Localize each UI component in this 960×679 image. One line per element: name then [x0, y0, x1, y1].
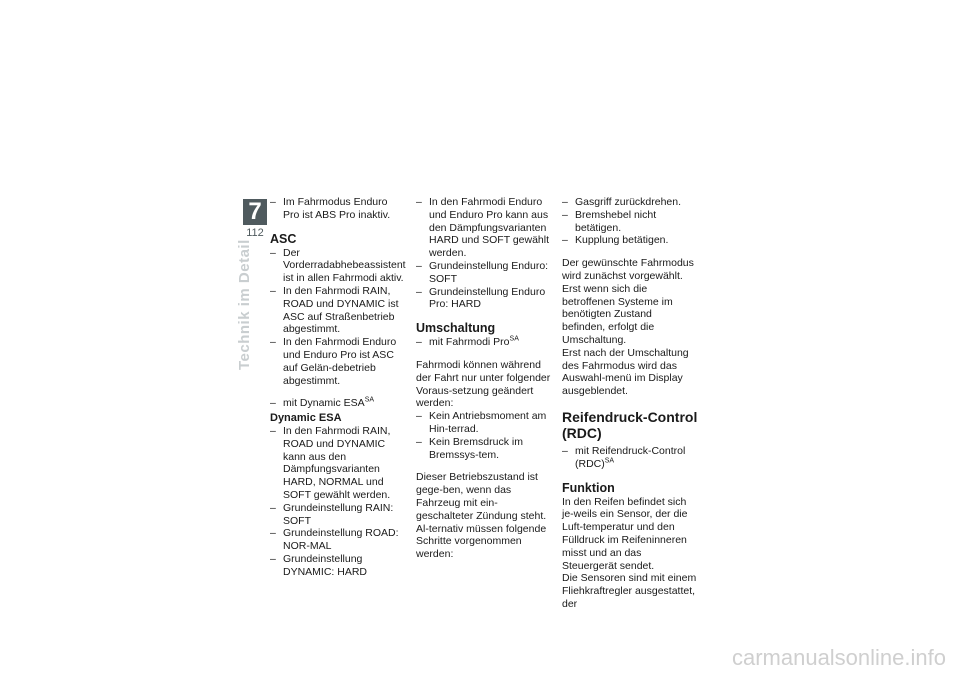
side-section-title: Technik im Detail — [236, 239, 253, 370]
list-item: – In den Fahrmodi Enduro und Enduro Pro ist ASC auf Gelän-debetrieb abgestimmt. — [270, 336, 406, 387]
column-1 — [270, 196, 406, 579]
option-label: mit Dynamic ESA — [283, 397, 365, 410]
list-item: – Grundeinstellung RAIN: SOFT — [270, 502, 406, 528]
sa-marker: SA — [604, 457, 615, 465]
chapter-number: 7 — [243, 199, 267, 225]
list-item: – Grundeinstellung DYNAMIC: HARD — [270, 553, 406, 579]
heading-umschaltung: Umschaltung — [416, 321, 496, 336]
paragraph: Erst nach der Umschaltung des Fahrmodus wird das Auswahl-menü im Display ausgeblendet. — [562, 346, 689, 398]
list-item: – Im Fahrmodus Enduro Pro ist ABS Pro inaktiv. — [270, 196, 406, 222]
list-item — [562, 445, 698, 471]
list-item: – Kein Bremsdruck im Bremssys-tem. — [416, 436, 552, 462]
list-item: – In den Fahrmodi RAIN, ROAD und DYNAMIC ist ASC auf Straßenbetrieb abgestimmt. — [270, 285, 406, 336]
list-item: – Gasgriff zurückdrehen. — [562, 196, 698, 209]
list-item: – Grundeinstellung Enduro Pro: HARD — [416, 286, 552, 312]
list-item: – Bremshebel nicht betätigen. — [562, 209, 698, 235]
sa-marker: SA — [509, 335, 519, 343]
option-label: mit Fahrmodi Pro — [429, 336, 510, 349]
list-item: – Grundeinstellung ROAD: NOR-MAL — [270, 527, 406, 553]
paragraph: Fahrmodi können während der Fahrt nur unter folgender Voraus-setzung geändert werden: — [416, 358, 551, 410]
column-2 — [416, 196, 552, 561]
paragraph: In den Reifen befindet sich je-weils ein Sensor, der die Luft-temperatur und den Fülldruck im Reifeninneren misst und an das Steuergerät sendet. — [562, 495, 688, 572]
list-item: – In den Fahrmodi Enduro und Enduro Pro kann aus den Dämpfungsvarianten HARD und SOFT gewählt werden. — [416, 196, 552, 260]
paragraph: Dieser Betriebszustand ist gege-ben, wenn das Fahrzeug mit ein-geschalteter Zündung steht. Al-ternativ müssen folgende Schritte vorgenommen werden: — [416, 471, 547, 561]
list-item — [416, 336, 552, 349]
sa-marker: SA — [364, 396, 375, 404]
option-label: mit Reifendruck-Control (RDC) — [575, 444, 686, 470]
list-item: – Der Vorderradabhebeassistent ist in allen Fahrmodi aktiv. — [270, 247, 406, 285]
list-item: – Grundeinstellung Enduro: SOFT — [416, 260, 552, 286]
column-3 — [562, 196, 698, 611]
watermark: carmanualsonline.info — [731, 645, 946, 670]
heading-asc: ASC — [270, 231, 297, 246]
paragraph: Die Sensoren sind mit einem Fliehkraftregler ausgestattet, der — [562, 572, 697, 610]
paragraph: Der gewünschte Fahrmodus wird zunächst vorgewählt. Erst wenn sich die betroffenen Systeme im benötigten Zustand befinden, erfolgt die Umschaltung. — [562, 257, 694, 346]
list-item: – Kupplung betätigen. — [562, 234, 698, 247]
list-item — [270, 397, 406, 410]
list-item: – Kein Antriebsmoment am Hin-terrad. — [416, 410, 552, 436]
list-item: – In den Fahrmodi RAIN, ROAD und DYNAMIC kann aus den Dämpfungsvarianten HARD, NORMAL und SOFT gewählt werden. — [270, 425, 406, 502]
heading-dynamic-esa: Dynamic ESA — [270, 412, 342, 425]
heading-rdc: Reifendruck-Control (RDC) — [562, 408, 698, 441]
page-number: 112 — [246, 227, 264, 239]
heading-funktion: Funktion — [562, 480, 615, 495]
